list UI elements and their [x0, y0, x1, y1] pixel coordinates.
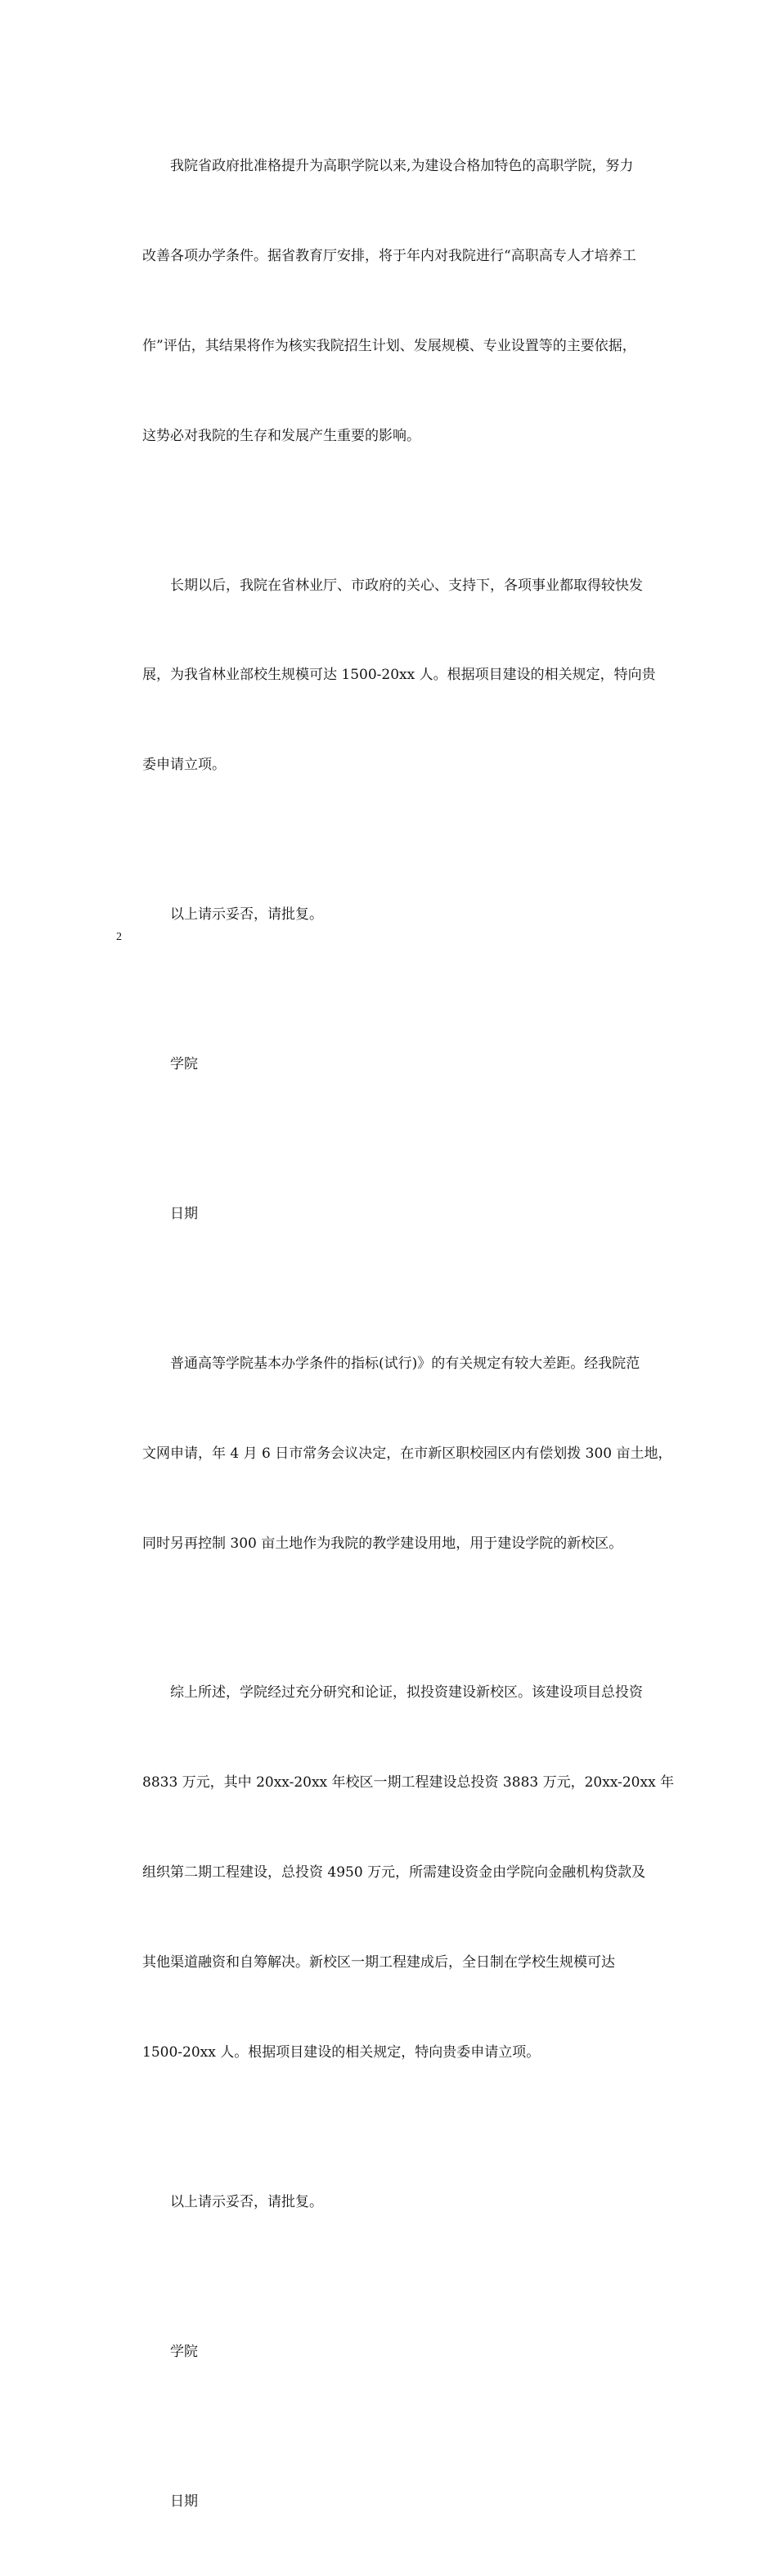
document-body	[115, 92, 675, 2576]
signature-institution	[115, 2277, 664, 2426]
paragraph-2	[115, 510, 664, 840]
text-line: 同时另再控制 300 亩土地作为我院的教学建设用地，用于建设学院的新校区。	[142, 1535, 623, 1552]
text-line: 日期	[170, 2493, 198, 2510]
text-line: 其他渠道融资和自筹解决。新校区一期工程建成后，全日制在学校生规模可达	[142, 1953, 615, 1971]
page-number: 2	[116, 931, 122, 943]
text-line: 委申请立项。	[142, 757, 226, 774]
closing-request	[115, 840, 664, 990]
signature-date	[115, 2426, 664, 2576]
paragraph-4	[115, 1618, 675, 2127]
paragraph-3	[115, 1289, 672, 1619]
text-line: 长期以后，我院在省林业厅、市政府的关心、支持下，各项事业都取得较快发	[170, 577, 643, 594]
text-line: 普通高等学院基本办学条件的指标(试行)》的有关规定有较大差距。经我院范	[170, 1355, 640, 1372]
text-line: 文网申请，年 4 月 6 日市常务会议决定，在市新区职校园区内有偿划拨 300 亩土地，	[142, 1445, 672, 1462]
signature-date	[115, 1140, 664, 1289]
text-line: 我院省政府批准格提升为高职学院以来,为建设合格加特色的高职学院，努力	[170, 158, 634, 175]
text-line: 展，为我省林业部校生规模可达 1500-20xx 人。根据项目建设的相关规定，特向贵	[142, 667, 656, 684]
text-line: 学院	[170, 1056, 198, 1072]
text-line: 1500-20xx 人。根据项目建设的相关规定，特向贵委申请立项。	[142, 2043, 541, 2061]
text-line: 8833 万元，其中 20xx-20xx 年校区一期工程建设总投资 3883 万元，20xx-20xx 年	[142, 1774, 675, 1792]
text-line: 综上所述，学院经过充分研究和论证，拟投资建设新校区。该建设项目总投资	[170, 1684, 643, 1702]
paragraph-1	[115, 92, 664, 510]
text-line: 作”评估，其结果将作为核实我院招生计划、发展规模、专业设置等的主要依据，	[142, 337, 636, 354]
text-line: 以上请示妥否，请批复。	[170, 906, 323, 924]
text-line: 日期	[170, 1205, 198, 1222]
text-line: 这势必对我院的生存和发展产生重要的影响。	[142, 427, 420, 444]
text-line: 以上请示妥否，请批复。	[170, 2193, 323, 2210]
text-line: 学院	[170, 2343, 198, 2360]
closing-request	[115, 2127, 664, 2277]
text-line: 改善各项办学条件。据省教育厅安排，将于年内对我院进行“高职高专人才培养工	[142, 247, 636, 264]
signature-institution	[115, 990, 664, 1140]
text-line: 组织第二期工程建设，总投资 4950 万元，所需建设资金由学院向金融机构贷款及	[142, 1864, 646, 1881]
